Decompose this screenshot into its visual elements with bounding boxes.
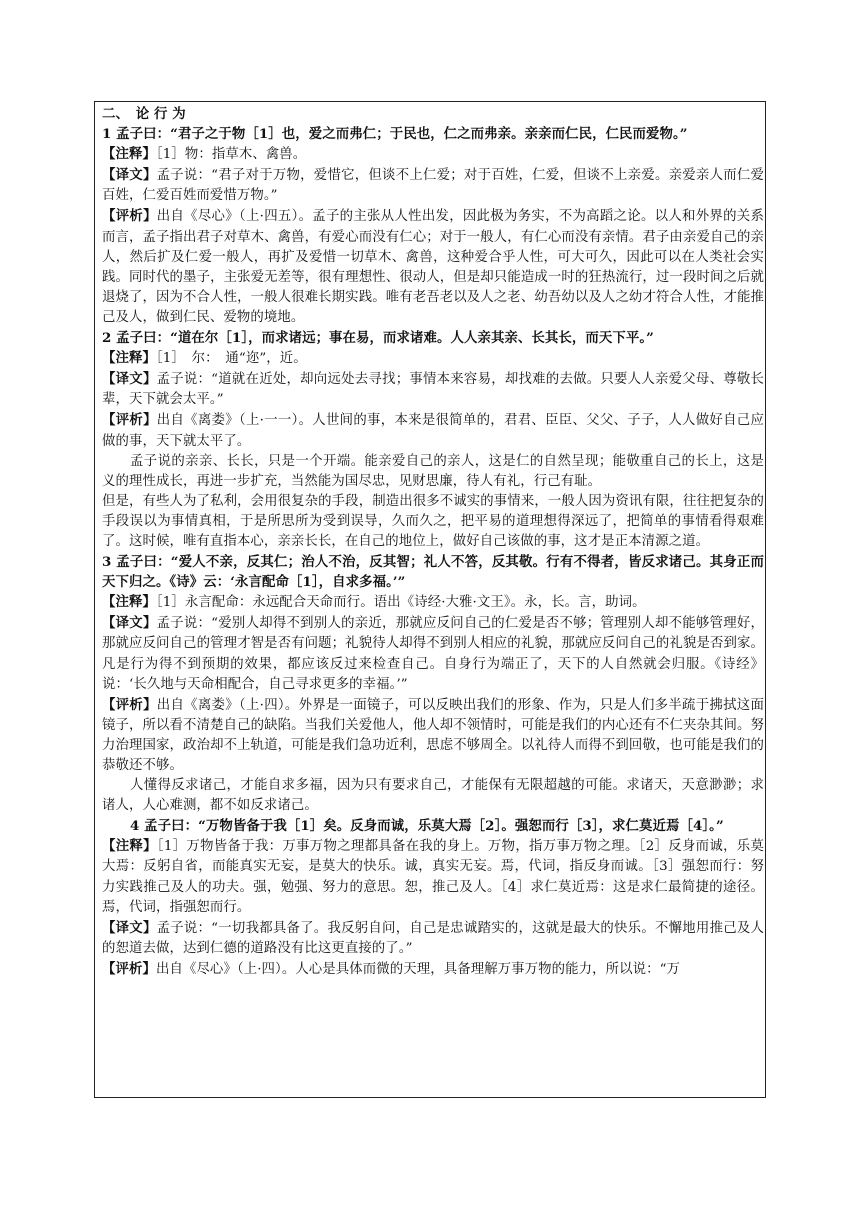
passage-2-commentary: 【评析】出自《离娄》（上·一一）。人世间的事，本来是很简单的，君君、臣臣、父父、子子，人人做好自己应做的事，天下就太平了。 <box>102 412 764 449</box>
passage-3-commentary-para-2: 人懂得反求诸己，才能自求多福，因为只有要求自己，才能保有无限超越的可能。求诸天，天意渺渺；求诸人，人心难测，都不如反求诸己。 <box>102 778 764 814</box>
passage-3-quote: 3 孟子曰：“爱人不亲，反其仁；治人不治，反其智；礼人不答，反其敬。行有不得者，皆反求诸己。其身正而天下归之。《诗》云：‘永言配命［1］，自求多福。’” <box>102 554 764 591</box>
passage-2-note: 【注释】［1］ 尔： 通“迩”，近。 <box>102 350 307 367</box>
passage-2-commentary-para-3: 但是，有些人为了私利，会用很复杂的手段，制造出很多不诚实的事情来，一般人因为资讯有限，往往把复杂的手段误以为事情真相，于是所思所为受到误导，久而久之，把平易的道理想得深远了，把简单的事情看得艰难了。这时候，唯有直指本心，亲亲长长，在自己的地位上，做好自己该做的事，这才是正本清源之道。 <box>102 493 764 549</box>
passage-2-quote: 2 孟子曰：“道在尔［1］，而求诸远；事在易，而求诸难。人人亲其亲、长其长，而天下平。” <box>102 330 654 347</box>
passage-1-quote: 1 孟子曰：“君子之于物［1］也，爱之而弗仁；于民也，仁之而弗亲。亲亲而仁民，仁民而爱物。” <box>102 126 688 143</box>
passage-2-translation: 【译文】孟子说：“道就在近处，却向远处去寻找；事情本来容易，却找难的去做。只要人人亲爱父母、尊敬长辈，天下就会太平。” <box>102 371 764 408</box>
section-title: 二、 论 行 为 <box>102 106 186 122</box>
passage-2-commentary-para-2: 孟子说的亲亲、长长，只是一个开端。能亲爱自己的亲人，这是仁的自然呈现；能敬重自己的长上，这是义的理性成长，再进一步扩充，当然能为国尽忠，见财思廉，待人有礼，行己有耻。 <box>102 453 764 489</box>
passage-4-translation: 【译文】孟子说：“一切我都具备了。我反躬自问，自己是忠诚踏实的，这就是最大的快乐。不懈地用推己及人的恕道去做，达到仁德的道路没有比这更直接的了。” <box>102 919 764 956</box>
passage-3-translation: 【译文】孟子说：“爱别人却得不到别人的亲近，那就应反问自己的仁爱是否不够；管理别人却不能够管理好，那就应反问自己的管理才智是否有问题；礼貌待人却得不到别人相应的礼貌，那就应反问自己的礼貌是否到家。凡是行为得不到预期的效果，都应该反过来检查自己。自身行为端正了，天下的人自然就会归服。《诗经》说：‘长久地与天命相配合，自己寻求更多的幸福。’” <box>102 615 764 692</box>
passage-4-note: 【注释】［1］万物皆备于我：万事万物之理都具备在我的身上。万物，指万事万物之理。［2］反身而诚，乐莫大焉：反躬自省，而能真实无妄，是莫大的快乐。诚，真实无妄。焉，代词，指反身而诚。［3］强恕而行：努力实践推己及人的功夫。强，勉强、努力的意思。恕，推己及人。［4］求仁莫近焉：这是求仁最简捷的途径。焉，代词，指强恕而行。 <box>102 838 764 915</box>
passage-1-translation: 【译文】孟子说：“君子对于万物，爱惜它，但谈不上仁爱；对于百姓，仁爱，但谈不上亲爱。亲爱亲人而仁爱百姓，仁爱百姓而爱惜万物。” <box>102 167 764 204</box>
passage-4-quote: 4 孟子曰：“万物皆备于我［1］矣。反身而诚，乐莫大焉［2］。强恕而行［3］，求仁莫近焉［4］。” <box>130 818 724 835</box>
document-body <box>102 104 764 980</box>
passage-3-commentary: 【评析】出自《离娄》（上·四）。外界是一面镜子，可以反映出我们的形象、作为，只是人们多半疏于拂拭这面镜子，所以看不清楚自己的缺陷。当我们关爱他人，他人却不领情时，可能是我们的内心还有不仁夹杂其间。努力治理国家，政治却不上轨道，可能是我们急功近利，思虑不够周全。以礼待人而得不到回敬，也可能是我们的恭敬还不够。 <box>102 696 764 773</box>
passage-3-note: 【注释】［1］永言配命：永远配合天命而行。语出《诗经·大雅·文王》。永，长。言，助词。 <box>102 594 646 611</box>
passage-1-commentary: 【评析】出自《尽心》（上·四五）。孟子的主张从人性出发，因此极为务实，不为高蹈之论。以人和外界的关系而言，孟子指出君子对草木、禽兽，有爱心而没有仁心；对于一般人，有仁心而没有亲情。君子由亲爱自己的亲人，然后扩及仁爱一般人，再扩及爱惜一切草木、禽兽，这种爱合乎人性，可大可久，因此可以在人类社会实践。同时代的墨子，主张爱无差等，很有理想性、很动人，但是却只能造成一时的狂热流行，过一段时间之后就退烧了，因为不合人性，一般人很难长期实践。唯有老吾老以及人之老、幼吾幼以及人之幼才符合人性，才能推己及人，做到仁民、爱物的境地。 <box>102 208 764 325</box>
passage-1-note: 【注释】［1］物：指草木、禽兽。 <box>102 146 307 163</box>
passage-4-commentary: 【评析】出自《尽心》（上·四）。人心是具体而微的天理，具备理解万事万物的能力，所以说：“万 <box>102 960 681 977</box>
